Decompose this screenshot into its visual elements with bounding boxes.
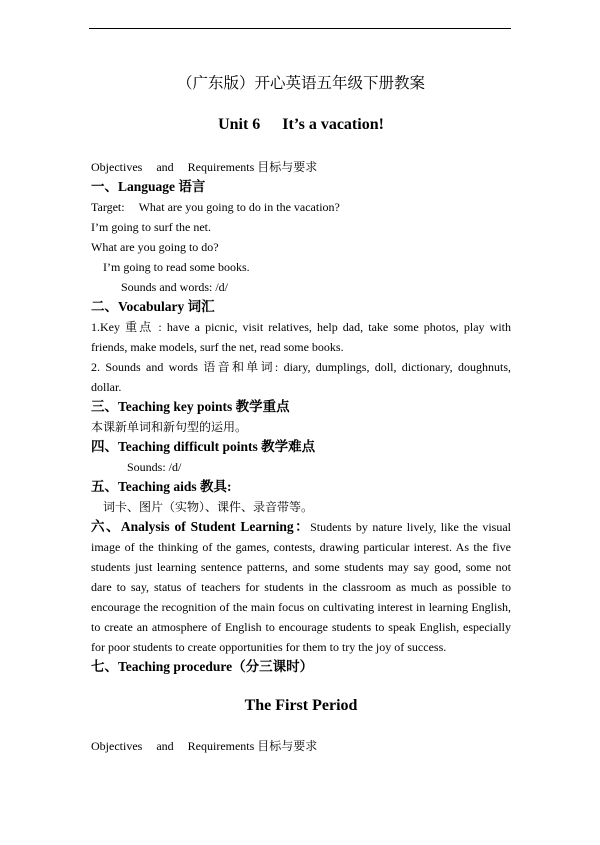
analysis-paragraph: [91, 517, 511, 657]
language-line: Sounds and words: /d/: [121, 280, 229, 294]
key-points-heading: 三、Teaching key points 教学重点: [91, 399, 290, 414]
unit-heading: [91, 113, 511, 137]
vocabulary-heading: 二、Vocabulary 词汇: [91, 299, 215, 314]
language-line: I’m going to read some books.: [103, 260, 250, 274]
analysis-heading: 六、Analysis of Student Learning：: [91, 519, 311, 534]
vocabulary-key: 1.Key 重点 : have a picnic, visit relatives, help dad, take some photos, play with friends, make models, surf the net, read some books.: [91, 320, 511, 354]
target-line: Target: What are you going to do in the vacation?: [91, 200, 340, 214]
procedure-heading: 七、Teaching procedure（分三课时）: [91, 659, 314, 674]
aids-heading: 五、Teaching aids 教具:: [91, 479, 232, 494]
language-heading: 一、Language 语言: [91, 179, 206, 194]
unit-name: It’s a vacation!: [282, 116, 384, 133]
objectives-line: Objectives and Requirements 目标与要求: [91, 160, 318, 174]
difficult-points-heading: 四、Teaching difficult points 教学难点: [91, 439, 316, 454]
aids-text: 词卡、图片（实物）、课件、录音带等。: [103, 500, 314, 514]
document-title: （广东版）开心英语五年级下册教案: [176, 75, 425, 92]
difficult-points-text: Sounds: /d/: [127, 460, 182, 474]
vocabulary-sounds: 2. Sounds and words 语音和单词: diary, dumplings, doll, dictionary, doughnuts, dollar.: [91, 360, 511, 394]
header-rule: [89, 28, 511, 29]
language-line: I’m going to surf the net.: [91, 220, 211, 234]
objectives-line-2: Objectives and Requirements 目标与要求: [91, 739, 318, 753]
first-period-title: The First Period: [244, 697, 358, 714]
key-points-text: 本课新单词和新句型的运用。: [91, 420, 248, 434]
unit-number: Unit 6: [218, 116, 261, 133]
analysis-text: Students by nature lively, like the visual image of the thinking of the games, contests, drawing particular interest. As the five students just learning sentence patterns, and some students may say good, some not dare to say, status of teachers for students in the classroom as much as possible to encourage the recognition of the main focus on cultivating interest in learning English, to create an atmosphere of English to encourage students to speak English, especially for poor students to create opportunities for them to try the joy of success.: [91, 520, 511, 654]
document-body: [91, 72, 511, 756]
language-line: What are you going to do?: [91, 240, 219, 254]
